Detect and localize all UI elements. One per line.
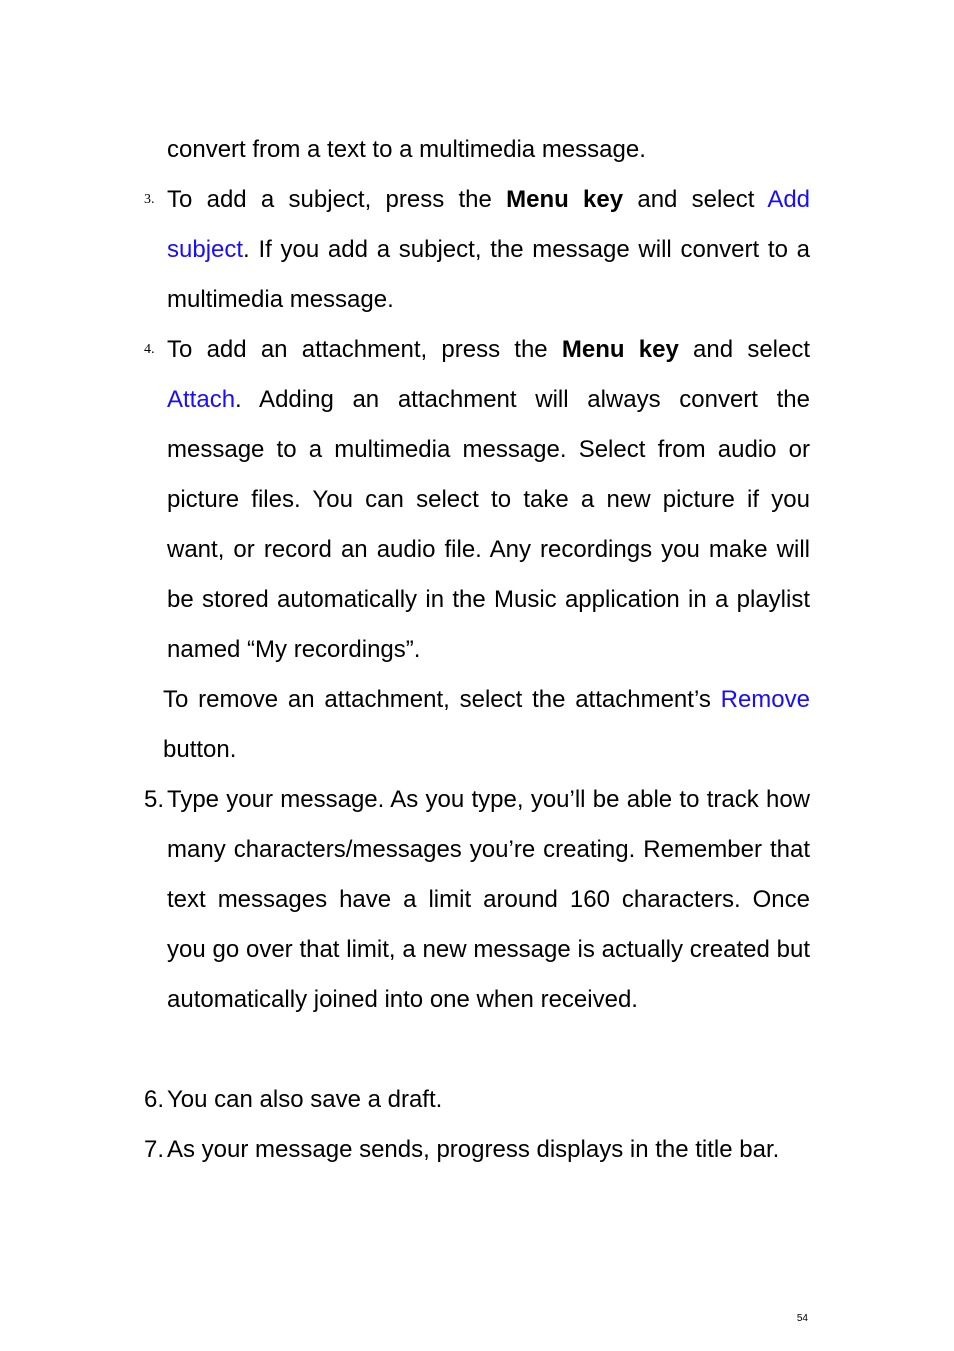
item-5-text: Type your message. As you type, you’ll be able to track how many characters/messages you’re creating. Remember that text messages have a limit around 160 characters. Once you go over that limit, a new message is actually created but automatically joined into one when received. — [167, 786, 810, 1013]
item-7-number: 7. — [144, 1136, 165, 1163]
attach-link[interactable]: Attach — [167, 386, 236, 413]
page-number: 54 — [796, 1313, 808, 1324]
item-3-number: 3. — [144, 192, 155, 207]
add-subject-link[interactable]: Add subject — [167, 186, 811, 263]
remove-link[interactable]: Remove — [720, 686, 810, 713]
item-6-text: You can also save a draft. — [167, 1086, 443, 1113]
item-7-text: As your message sends, progress displays in the title bar. — [167, 1136, 780, 1163]
continuation-text: convert from a text to a multimedia message. — [167, 136, 646, 163]
item-4-text: To add an attachment, press the Menu key and select Attach. Adding an attachment will always convert the message to a multimedia message. Select from audio or picture files. You can select to take a new picture if you want, or record an audio file. Any recordings you make will be stored automatically in the Music application in a playlist named “My recordings”. — [167, 336, 811, 663]
item-4-number: 4. — [144, 342, 155, 357]
remove-attachment-note: To remove an attachment, select the attachment’s Remove button. — [163, 686, 810, 763]
item-6-number: 6. — [144, 1086, 165, 1113]
item-5-number: 5. — [144, 786, 165, 813]
menu-key-label: Menu key — [561, 336, 679, 363]
item-3-text: To add a subject, press the Menu key and select Add subject. If you add a subject, the message will convert to a multimedia message. — [167, 186, 811, 313]
menu-key-label: Menu key — [506, 186, 624, 213]
